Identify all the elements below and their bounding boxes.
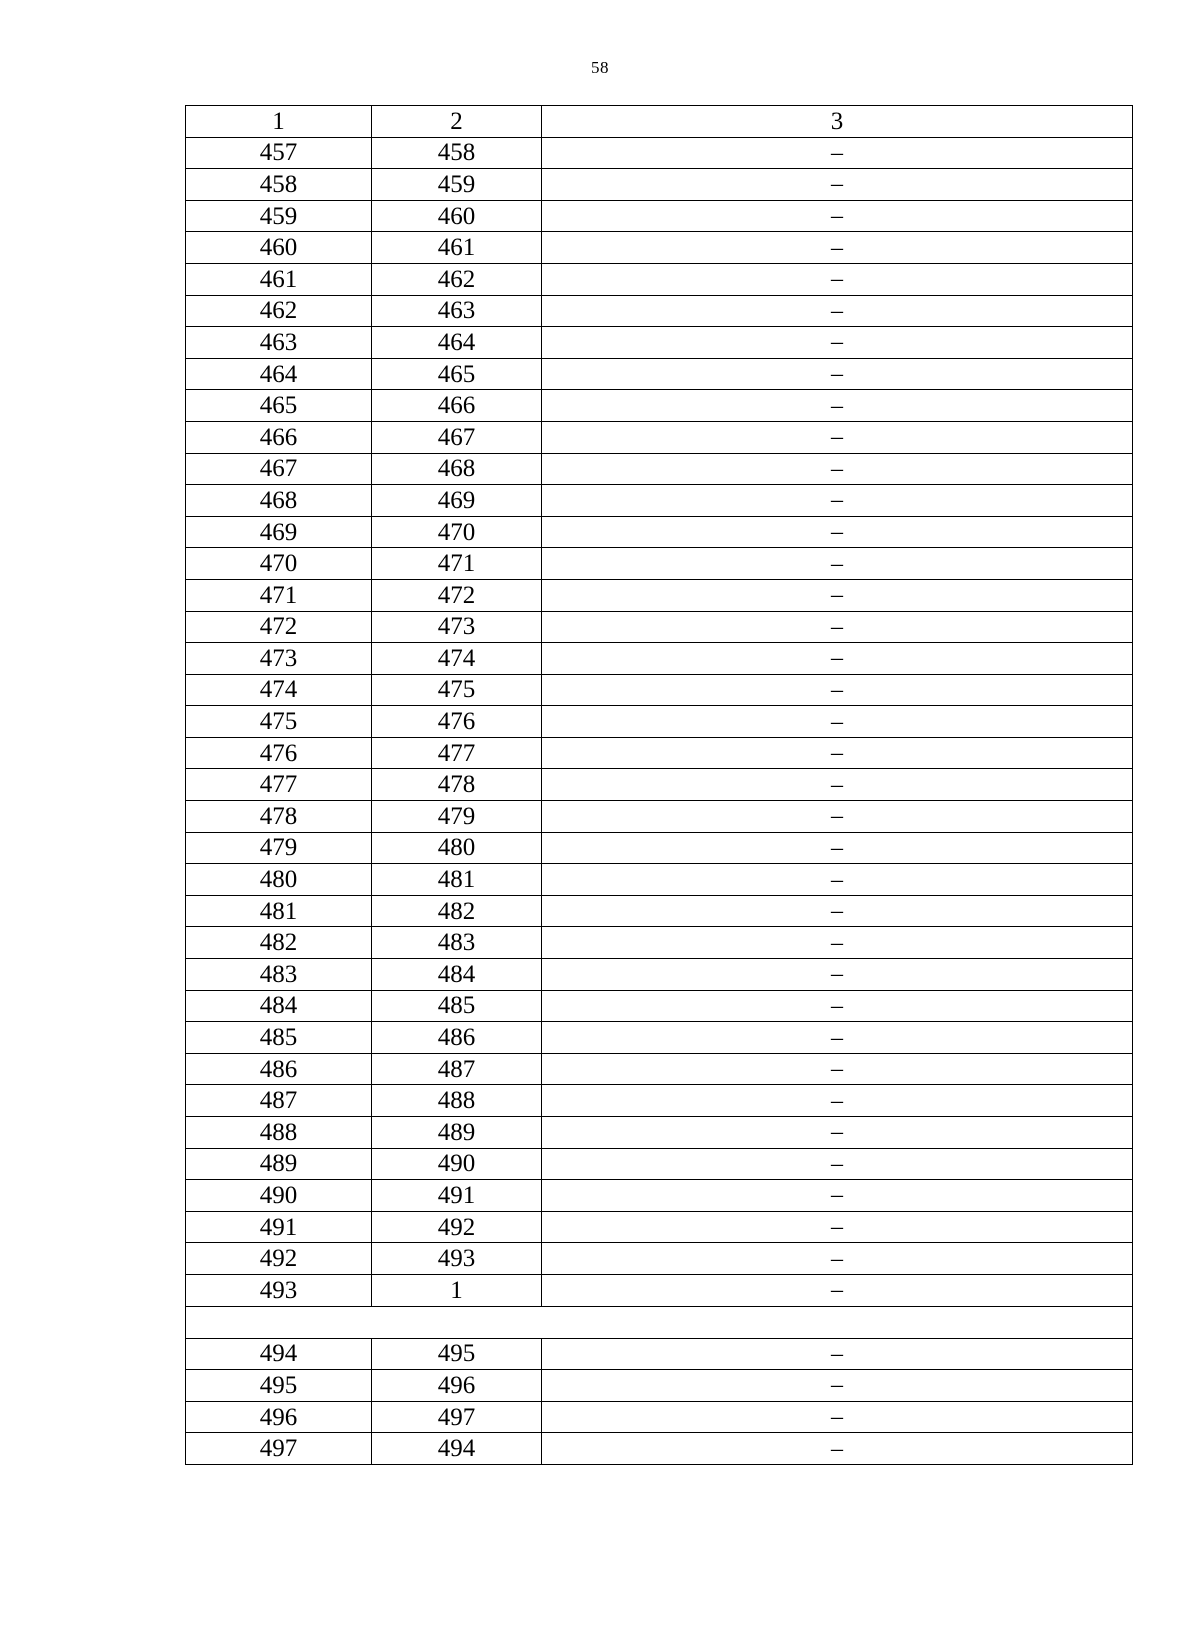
- number-cell: 469: [186, 516, 372, 548]
- number-cell: 475: [372, 674, 542, 706]
- table-row: [186, 1117, 1133, 1149]
- number-cell: 493: [186, 1274, 372, 1306]
- number-cell: 490: [186, 1180, 372, 1212]
- column-header: 3: [542, 106, 1133, 138]
- number-cell: 480: [186, 864, 372, 896]
- number-cell: 484: [372, 959, 542, 991]
- table-row: [186, 390, 1133, 422]
- number-cell: 460: [372, 200, 542, 232]
- dash-cell: –: [542, 864, 1133, 896]
- table-row: [186, 737, 1133, 769]
- dash-cell: –: [542, 295, 1133, 327]
- table-row: [186, 1370, 1133, 1402]
- number-cell: 460: [186, 232, 372, 264]
- dash-cell: –: [542, 832, 1133, 864]
- number-cell: 474: [372, 643, 542, 675]
- number-cell: 482: [372, 895, 542, 927]
- dash-cell: –: [542, 485, 1133, 517]
- number-cell: 479: [186, 832, 372, 864]
- table-row: [186, 832, 1133, 864]
- number-cell: 476: [186, 737, 372, 769]
- dash-cell: –: [542, 1401, 1133, 1433]
- number-cell: 466: [186, 421, 372, 453]
- number-cell: 497: [372, 1401, 542, 1433]
- number-cell: 477: [372, 737, 542, 769]
- number-cell: 486: [186, 1053, 372, 1085]
- number-cell: 489: [372, 1117, 542, 1149]
- number-cell: 467: [186, 453, 372, 485]
- dash-cell: –: [542, 169, 1133, 201]
- table-row: [186, 232, 1133, 264]
- dash-cell: –: [542, 895, 1133, 927]
- number-cell: 496: [372, 1370, 542, 1402]
- number-cell: 465: [186, 390, 372, 422]
- dash-cell: –: [542, 959, 1133, 991]
- dash-cell: –: [542, 232, 1133, 264]
- empty-cell: [186, 1306, 1133, 1338]
- dash-cell: –: [542, 769, 1133, 801]
- dash-cell: –: [542, 1338, 1133, 1370]
- dash-cell: –: [542, 1243, 1133, 1275]
- number-cell: 491: [372, 1180, 542, 1212]
- table-row: [186, 1243, 1133, 1275]
- table-row: [186, 453, 1133, 485]
- dash-cell: –: [542, 1053, 1133, 1085]
- number-cell: 492: [372, 1211, 542, 1243]
- table-row: [186, 358, 1133, 390]
- number-cell: 473: [372, 611, 542, 643]
- number-cell: 488: [186, 1117, 372, 1149]
- number-cell: 471: [372, 548, 542, 580]
- number-cell: 463: [186, 327, 372, 359]
- number-cell: 470: [372, 516, 542, 548]
- number-cell: 461: [186, 263, 372, 295]
- dash-cell: –: [542, 1085, 1133, 1117]
- number-cell: 469: [372, 485, 542, 517]
- dash-cell: –: [542, 1370, 1133, 1402]
- table-row: [186, 200, 1133, 232]
- table-row: [186, 1148, 1133, 1180]
- dash-cell: –: [542, 358, 1133, 390]
- dash-cell: –: [542, 453, 1133, 485]
- table-row: [186, 516, 1133, 548]
- table-row: [186, 421, 1133, 453]
- table-row: [186, 548, 1133, 580]
- number-cell: 472: [372, 579, 542, 611]
- table-row: [186, 1401, 1133, 1433]
- number-cell: 485: [186, 1022, 372, 1054]
- number-cell: 485: [372, 990, 542, 1022]
- dash-cell: –: [542, 737, 1133, 769]
- dash-cell: –: [542, 579, 1133, 611]
- number-cell: 467: [372, 421, 542, 453]
- table-row: [186, 1338, 1133, 1370]
- number-cell: 492: [186, 1243, 372, 1275]
- number-cell: 477: [186, 769, 372, 801]
- dash-cell: –: [542, 1433, 1133, 1465]
- number-cell: 491: [186, 1211, 372, 1243]
- number-cell: 495: [372, 1338, 542, 1370]
- table-row: [186, 611, 1133, 643]
- number-cell: 482: [186, 927, 372, 959]
- table-row: [186, 801, 1133, 833]
- number-cell: 1: [372, 1274, 542, 1306]
- number-cell: 490: [372, 1148, 542, 1180]
- number-cell: 474: [186, 674, 372, 706]
- number-cell: 487: [186, 1085, 372, 1117]
- dash-cell: –: [542, 327, 1133, 359]
- table-row: [186, 927, 1133, 959]
- number-cell: 478: [372, 769, 542, 801]
- table-row: [186, 706, 1133, 738]
- number-cell: 480: [372, 832, 542, 864]
- dash-cell: –: [542, 390, 1133, 422]
- dash-cell: –: [542, 1274, 1133, 1306]
- number-cell: 465: [372, 358, 542, 390]
- number-cell: 470: [186, 548, 372, 580]
- number-cell: 464: [186, 358, 372, 390]
- page-number: 58: [591, 58, 609, 77]
- dash-cell: –: [542, 1211, 1133, 1243]
- dash-cell: –: [542, 1117, 1133, 1149]
- dash-cell: –: [542, 674, 1133, 706]
- table-gap-row: [186, 1306, 1133, 1338]
- number-cell: 483: [186, 959, 372, 991]
- dash-cell: –: [542, 548, 1133, 580]
- column-header: 1: [186, 106, 372, 138]
- dash-cell: –: [542, 1180, 1133, 1212]
- number-cell: 486: [372, 1022, 542, 1054]
- table-row: [186, 1180, 1133, 1212]
- dash-cell: –: [542, 643, 1133, 675]
- number-cell: 462: [186, 295, 372, 327]
- number-cell: 475: [186, 706, 372, 738]
- table-row: [186, 263, 1133, 295]
- table-row: [186, 1274, 1133, 1306]
- data-table: [185, 105, 1133, 1465]
- number-cell: 459: [186, 200, 372, 232]
- number-cell: 481: [186, 895, 372, 927]
- number-cell: 461: [372, 232, 542, 264]
- table-header-row: [186, 106, 1133, 138]
- number-cell: 483: [372, 927, 542, 959]
- table-row: [186, 1433, 1133, 1465]
- table-row: [186, 485, 1133, 517]
- number-cell: 484: [186, 990, 372, 1022]
- number-cell: 494: [372, 1433, 542, 1465]
- number-cell: 488: [372, 1085, 542, 1117]
- number-cell: 463: [372, 295, 542, 327]
- table-row: [186, 1022, 1133, 1054]
- number-cell: 481: [372, 864, 542, 896]
- table-row: [186, 959, 1133, 991]
- number-cell: 479: [372, 801, 542, 833]
- number-cell: 466: [372, 390, 542, 422]
- table-row: [186, 327, 1133, 359]
- number-cell: 494: [186, 1338, 372, 1370]
- number-cell: 489: [186, 1148, 372, 1180]
- dash-cell: –: [542, 263, 1133, 295]
- number-cell: 458: [186, 169, 372, 201]
- dash-cell: –: [542, 990, 1133, 1022]
- number-cell: 468: [372, 453, 542, 485]
- number-cell: 478: [186, 801, 372, 833]
- table-row: [186, 1053, 1133, 1085]
- dash-cell: –: [542, 137, 1133, 169]
- table-row: [186, 895, 1133, 927]
- table-row: [186, 674, 1133, 706]
- number-cell: 462: [372, 263, 542, 295]
- number-cell: 459: [372, 169, 542, 201]
- number-cell: 473: [186, 643, 372, 675]
- dash-cell: –: [542, 1022, 1133, 1054]
- dash-cell: –: [542, 1148, 1133, 1180]
- number-cell: 496: [186, 1401, 372, 1433]
- table-row: [186, 579, 1133, 611]
- dash-cell: –: [542, 927, 1133, 959]
- dash-cell: –: [542, 200, 1133, 232]
- table-body: [186, 137, 1133, 1464]
- table-row: [186, 169, 1133, 201]
- number-cell: 458: [372, 137, 542, 169]
- number-cell: 476: [372, 706, 542, 738]
- dash-cell: –: [542, 516, 1133, 548]
- column-header: 2: [372, 106, 542, 138]
- dash-cell: –: [542, 421, 1133, 453]
- table-row: [186, 1211, 1133, 1243]
- dash-cell: –: [542, 801, 1133, 833]
- number-cell: 457: [186, 137, 372, 169]
- dash-cell: –: [542, 706, 1133, 738]
- dash-cell: –: [542, 611, 1133, 643]
- number-cell: 464: [372, 327, 542, 359]
- table-row: [186, 137, 1133, 169]
- table-row: [186, 990, 1133, 1022]
- table-row: [186, 1085, 1133, 1117]
- table-row: [186, 295, 1133, 327]
- number-cell: 472: [186, 611, 372, 643]
- table-row: [186, 643, 1133, 675]
- table-row: [186, 769, 1133, 801]
- number-cell: 471: [186, 579, 372, 611]
- number-cell: 487: [372, 1053, 542, 1085]
- number-cell: 493: [372, 1243, 542, 1275]
- number-cell: 497: [186, 1433, 372, 1465]
- table-row: [186, 864, 1133, 896]
- number-cell: 495: [186, 1370, 372, 1402]
- number-cell: 468: [186, 485, 372, 517]
